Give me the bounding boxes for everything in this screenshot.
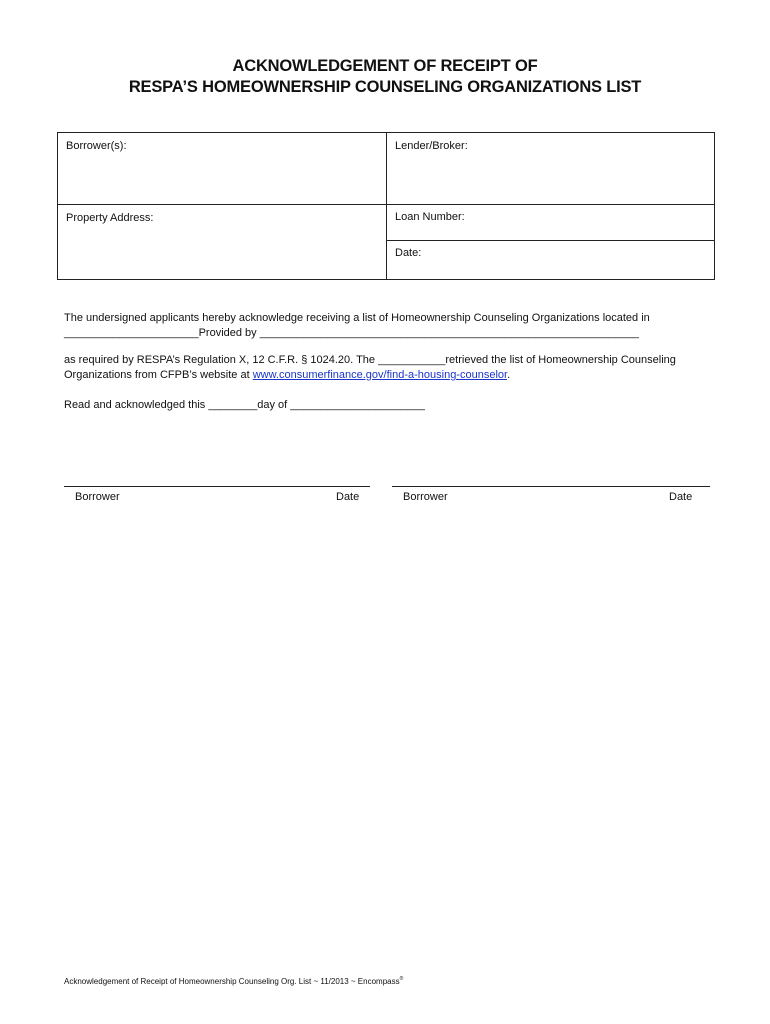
borrower-signature-line-2[interactable] <box>392 486 710 487</box>
lender-broker-field[interactable] <box>387 133 714 205</box>
borrowers-field[interactable] <box>58 133 387 205</box>
registered-mark: ® <box>399 976 404 982</box>
lender-broker-label: Lender/Broker: <box>395 140 468 152</box>
property-address-label: Property Address: <box>66 212 154 224</box>
regulation-line-1: as required by RESPA’s Regulation X, 12 C.F.R. § 1024.20. The ___________retrieved the list of Homeownership Counseling <box>64 354 676 366</box>
borrowers-label: Borrower(s): <box>66 140 127 152</box>
borrower-info-table <box>57 132 715 280</box>
signature-label-borrower-2: Borrower <box>403 491 448 503</box>
loan-number-field[interactable] <box>387 205 714 241</box>
regulation-paragraph <box>64 353 714 383</box>
title-line-2: RESPA’S HOMEOWNERSHIP COUNSELING ORGANIZATIONS LIST <box>128 78 642 96</box>
date-field[interactable] <box>387 241 714 279</box>
signature-label-borrower-1: Borrower <box>75 491 120 503</box>
document-title <box>0 56 770 98</box>
signature-label-date-1: Date <box>336 491 360 503</box>
acknowledgement-line-2: ______________________Provided by ______________________________________________________________ <box>64 327 640 339</box>
borrower-signature-line-1[interactable] <box>64 486 370 487</box>
read-acknowledged-line: Read and acknowledged this ________day of ______________________ <box>64 399 425 411</box>
loan-number-label: Loan Number: <box>395 211 465 223</box>
property-address-field[interactable] <box>58 205 387 279</box>
acknowledgement-line-1: The undersigned applicants hereby acknowledge receiving a list of Homeownership Counseling Organizations located in <box>64 312 650 324</box>
document-footer <box>64 976 403 986</box>
acknowledgement-paragraph <box>64 311 714 341</box>
regulation-line-2 <box>64 368 714 383</box>
regulation-line-2-suffix: . <box>507 369 511 381</box>
cfpb-website-link[interactable]: www.consumerfinance.gov/find-a-housing-counselor <box>252 369 508 381</box>
date-label: Date: <box>395 247 422 259</box>
regulation-line-2-prefix: Organizations from CFPB’s website at <box>64 369 253 381</box>
footer-text: Acknowledgement of Receipt of Homeownership Counseling Org. List ~ 11/2013 ~ Encompass <box>64 977 400 986</box>
title-line-1: ACKNOWLEDGEMENT OF RECEIPT OF <box>232 57 538 75</box>
signature-label-date-2: Date <box>669 491 693 503</box>
